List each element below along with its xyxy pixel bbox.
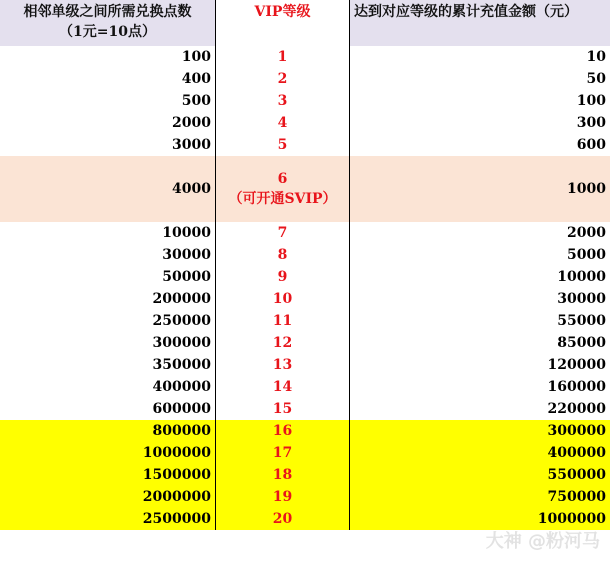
amount-cell: 85000	[557, 335, 606, 351]
table-row	[0, 442, 610, 464]
amount-cell: 55000	[557, 313, 606, 329]
amount-cell: 160000	[547, 379, 606, 395]
table-row	[0, 310, 610, 332]
points-cell: 4000	[0, 156, 216, 222]
header-points-line2: （1元=10点）	[59, 24, 156, 40]
header-level: VIP等级	[216, 0, 350, 46]
points-cell: 300000	[0, 332, 216, 354]
level-cell: 14	[216, 376, 350, 398]
level-cell: 1	[216, 46, 350, 68]
amount-cell: 750000	[350, 486, 610, 508]
amount-cell: 50	[586, 71, 606, 87]
points-cell: 800000	[0, 420, 216, 442]
level-cell: 7	[216, 222, 350, 244]
table-row	[0, 68, 610, 90]
amount-cell: 400000	[350, 442, 610, 464]
header-amount: 达到对应等级的累计充值金额（元）	[350, 0, 610, 46]
level-cell: 11	[216, 310, 350, 332]
amount-cell: 550000	[350, 464, 610, 486]
level-cell: 15	[216, 398, 350, 420]
level-cell: 3	[216, 90, 350, 112]
points-cell: 50000	[0, 266, 216, 288]
points-cell: 350000	[0, 354, 216, 376]
table-row	[0, 288, 610, 310]
level-cell: 5	[216, 134, 350, 156]
amount-cell: 1000	[350, 156, 610, 222]
level-cell: 17	[216, 442, 350, 464]
table-row	[0, 90, 610, 112]
table-row	[0, 332, 610, 354]
table-row	[0, 134, 610, 156]
level-cell	[216, 156, 350, 222]
amount-cell: 120000	[547, 357, 606, 373]
level-cell: 8	[216, 244, 350, 266]
amount-cell: 30000	[557, 291, 606, 307]
amount-cell: 5000	[567, 247, 606, 263]
header-points-line1: 相邻单级之间所需兑换点数	[23, 4, 192, 20]
table-row	[0, 266, 610, 288]
level-cell: 9	[216, 266, 350, 288]
points-cell: 400	[0, 68, 216, 90]
points-cell: 400000	[0, 376, 216, 398]
amount-cell: 220000	[547, 401, 606, 417]
svip-note: （可开通SVIP）	[228, 191, 337, 207]
points-cell: 3000	[0, 134, 216, 156]
table-row	[0, 112, 610, 134]
watermark: 大神 @粉河马	[485, 531, 600, 552]
table-row	[0, 354, 610, 376]
level-cell: 16	[216, 420, 350, 442]
amount-cell: 10	[586, 49, 606, 65]
level-cell: 13	[216, 354, 350, 376]
points-cell: 2000000	[0, 486, 216, 508]
points-cell: 1500000	[0, 464, 216, 486]
points-cell: 10000	[0, 222, 216, 244]
table-row	[0, 486, 610, 508]
level-cell: 20	[216, 508, 350, 530]
table-row	[0, 244, 610, 266]
level-value: 6	[277, 171, 288, 187]
table-row	[0, 376, 610, 398]
amount-cell: 10000	[557, 269, 606, 285]
amount-cell: 2000	[567, 225, 606, 241]
points-cell: 2500000	[0, 508, 216, 530]
level-cell: 12	[216, 332, 350, 354]
header-row	[0, 0, 610, 46]
points-cell: 1000000	[0, 442, 216, 464]
amount-cell: 100	[576, 93, 606, 109]
points-cell: 200000	[0, 288, 216, 310]
amount-cell: 1000000	[350, 508, 610, 530]
table-row	[0, 398, 610, 420]
table-row	[0, 420, 610, 442]
level-cell: 2	[216, 68, 350, 90]
level-cell: 18	[216, 464, 350, 486]
amount-cell: 300000	[350, 420, 610, 442]
points-cell: 600000	[0, 398, 216, 420]
points-cell: 250000	[0, 310, 216, 332]
points-cell: 500	[0, 90, 216, 112]
points-cell: 30000	[0, 244, 216, 266]
amount-cell: 300	[576, 115, 606, 131]
amount-cell: 600	[576, 137, 606, 153]
level-cell: 19	[216, 486, 350, 508]
table-row	[0, 222, 610, 244]
points-cell: 2000	[0, 112, 216, 134]
points-cell: 100	[0, 46, 216, 68]
table-row	[0, 156, 610, 222]
table-row	[0, 46, 610, 68]
table-row	[0, 464, 610, 486]
level-cell: 10	[216, 288, 350, 310]
level-cell: 4	[216, 112, 350, 134]
header-points	[0, 0, 216, 46]
